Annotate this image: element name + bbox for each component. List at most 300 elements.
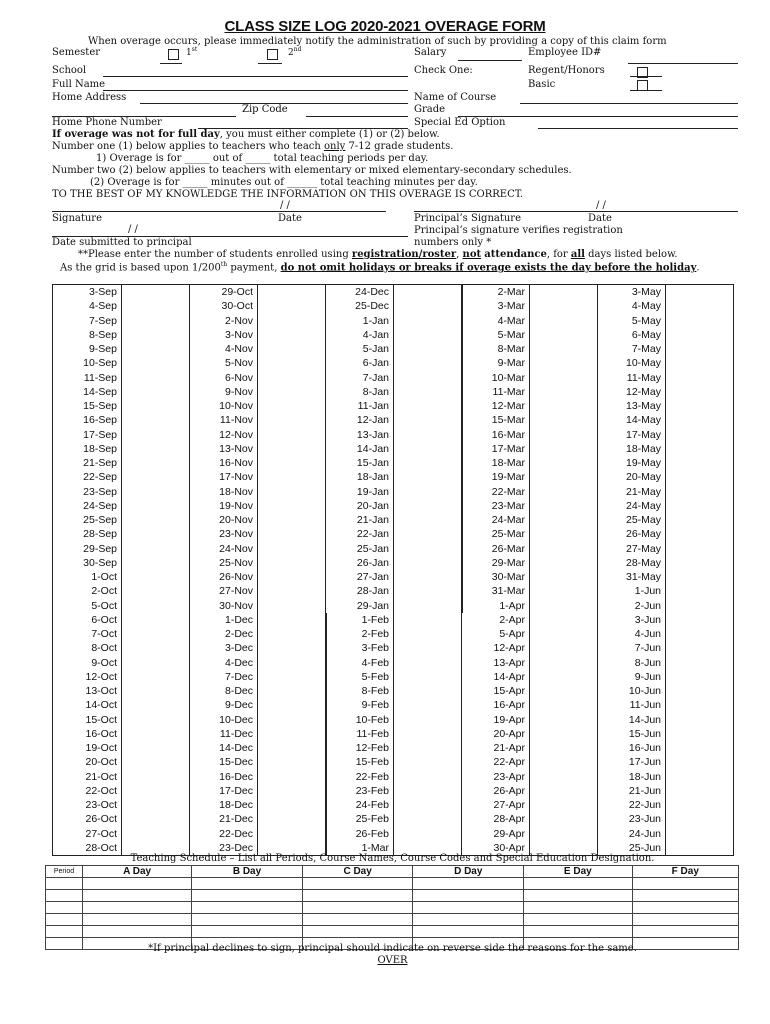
student-count-cell[interactable] (122, 442, 188, 456)
student-count-cell[interactable] (666, 827, 732, 841)
student-count-cell[interactable] (666, 442, 732, 456)
student-count-cell[interactable] (122, 584, 188, 598)
date-cell: 20-Apr (493, 727, 525, 740)
student-count-cell[interactable] (122, 741, 188, 755)
student-count-cell[interactable] (666, 570, 732, 584)
student-count-cell[interactable] (666, 456, 732, 470)
student-count-cell[interactable] (122, 798, 188, 812)
student-count-cell[interactable] (530, 656, 596, 670)
student-count-cell[interactable] (666, 698, 732, 712)
student-count-cell[interactable] (394, 584, 460, 598)
date-cell: 5-May (631, 314, 661, 327)
date-cell: 9-Oct (91, 656, 117, 669)
student-count-cell[interactable] (394, 342, 460, 356)
date-column (53, 285, 190, 855)
student-count-cell[interactable] (394, 627, 460, 641)
date-cell: 31-May (625, 571, 661, 583)
date-cell: 21-Jun (628, 784, 661, 797)
schedule-cell[interactable] (413, 890, 524, 902)
date-cell: 25-Jan (356, 542, 389, 555)
schedule-cell[interactable] (192, 926, 303, 938)
full-name-field[interactable] (103, 90, 408, 91)
student-count-cell[interactable] (122, 656, 188, 670)
student-count-cell[interactable] (394, 542, 460, 556)
student-count-cell[interactable] (258, 741, 324, 755)
date-cell: 7-Jun (634, 642, 661, 655)
student-count-cell[interactable] (122, 770, 188, 784)
student-count-cell[interactable] (258, 356, 324, 370)
course-name-field[interactable] (520, 103, 738, 104)
sped-field[interactable] (538, 128, 738, 129)
schedule-cell[interactable] (632, 890, 738, 902)
student-count-cell[interactable] (394, 285, 460, 299)
student-count-cell[interactable] (258, 542, 324, 556)
date-cell: 4-Sep (88, 300, 117, 313)
salary-label: Salary (414, 47, 447, 58)
student-count-cell[interactable] (666, 812, 732, 826)
student-count-cell[interactable] (258, 784, 324, 798)
date-cell: 11-Sep (83, 371, 117, 384)
student-count-cell[interactable] (394, 670, 460, 684)
schedule-cell[interactable] (524, 902, 633, 914)
student-count-cell[interactable] (394, 470, 460, 484)
student-count-cell[interactable] (666, 556, 732, 570)
student-count-cell[interactable] (122, 371, 188, 385)
date-cell: 18-Dec (219, 799, 253, 811)
student-count-cell[interactable] (258, 485, 324, 499)
student-count-cell[interactable] (258, 727, 324, 741)
student-count-cell[interactable] (122, 713, 188, 727)
student-count-cell[interactable] (530, 713, 596, 727)
schedule-cell[interactable] (302, 878, 413, 890)
student-count-cell[interactable] (666, 713, 732, 727)
date-cell: 6-Oct (91, 613, 117, 626)
date-cell: 22-Dec (219, 827, 253, 840)
schedule-cell[interactable] (524, 878, 633, 890)
date-cell: 28-Apr (493, 813, 525, 826)
student-count-cell[interactable] (666, 428, 732, 442)
date-cell: 22-Jan (356, 528, 389, 541)
schedule-cell[interactable] (413, 926, 524, 938)
date-cell: 10-Feb (355, 713, 389, 726)
student-count-cell[interactable] (394, 713, 460, 727)
student-count-cell[interactable] (122, 299, 188, 313)
student-count-cell[interactable] (666, 613, 732, 627)
day-header: D Day (413, 866, 524, 878)
student-count-cell[interactable] (666, 656, 732, 670)
student-count-cell[interactable] (666, 542, 732, 556)
student-count-cell[interactable] (666, 385, 732, 399)
date-cell: 28-Sep (83, 528, 117, 541)
student-count-cell[interactable] (122, 342, 188, 356)
student-count-cell[interactable] (530, 798, 596, 812)
student-count-cell[interactable] (122, 613, 188, 627)
student-count-cell[interactable] (666, 627, 732, 641)
student-count-cell[interactable] (122, 385, 188, 399)
student-count-cell[interactable] (530, 570, 596, 584)
student-count-cell[interactable] (122, 570, 188, 584)
student-count-cell[interactable] (530, 556, 596, 570)
schedule-cell[interactable] (46, 878, 83, 890)
schedule-cell[interactable] (192, 914, 303, 926)
student-count-cell[interactable] (530, 285, 596, 299)
student-count-cell[interactable] (666, 413, 732, 427)
number-one-text: Number one (1) below applies to teachers who teach only 7-12 grade students. (52, 141, 454, 152)
student-count-cell[interactable] (530, 399, 596, 413)
student-count-cell[interactable] (122, 641, 188, 655)
student-count-cell[interactable] (530, 428, 596, 442)
school-field[interactable] (103, 76, 408, 77)
student-count-cell[interactable] (258, 613, 324, 627)
student-count-cell[interactable] (258, 413, 324, 427)
student-count-cell[interactable] (530, 442, 596, 456)
schedule-cell[interactable] (83, 890, 192, 902)
student-count-cell[interactable] (394, 527, 460, 541)
student-count-cell[interactable] (666, 770, 732, 784)
date-cell: 24-Mar (491, 514, 525, 526)
schedule-cell[interactable] (302, 914, 413, 926)
schedule-cell[interactable] (413, 878, 524, 890)
schedule-cell[interactable] (632, 902, 738, 914)
date-cell: 2-Nov (224, 314, 253, 327)
date-cell: 22-Sep (83, 471, 117, 484)
date-cell: 22-Apr (493, 756, 525, 769)
student-count-cell[interactable] (258, 556, 324, 570)
student-count-cell[interactable] (530, 827, 596, 841)
student-count-cell[interactable] (666, 470, 732, 484)
student-count-cell[interactable] (394, 727, 460, 741)
date-cell: 9-Sep (88, 343, 117, 355)
student-count-cell[interactable] (122, 399, 188, 413)
student-count-cell[interactable] (258, 827, 324, 841)
schedule-cell[interactable] (83, 902, 192, 914)
student-count-cell[interactable] (666, 599, 732, 613)
student-count-cell[interactable] (394, 698, 460, 712)
schedule-cell[interactable] (46, 902, 83, 914)
student-count-cell[interactable] (258, 385, 324, 399)
student-count-cell[interactable] (394, 827, 460, 841)
date-cell: 28-Jan (356, 585, 389, 598)
student-count-cell[interactable] (122, 827, 188, 841)
student-count-cell[interactable] (666, 513, 732, 527)
student-count-cell[interactable] (122, 470, 188, 484)
student-count-cell[interactable] (530, 770, 596, 784)
student-count-cell[interactable] (258, 513, 324, 527)
student-count-cell[interactable] (666, 328, 732, 342)
student-count-cell[interactable] (530, 584, 596, 598)
schedule-cell[interactable] (192, 902, 303, 914)
student-count-cell[interactable] (530, 784, 596, 798)
student-count-cell[interactable] (530, 527, 596, 541)
student-count-cell[interactable] (394, 556, 460, 570)
student-count-cell[interactable] (530, 613, 596, 627)
date-cell: 30-Apr (493, 841, 525, 854)
course-name-label: Name of Course (414, 92, 497, 103)
student-count-cell[interactable] (258, 456, 324, 470)
student-count-cell[interactable] (122, 328, 188, 342)
schedule-row (46, 890, 739, 902)
student-count-cell[interactable] (530, 641, 596, 655)
student-count-cell[interactable] (258, 570, 324, 584)
date-cell: 8-Feb (361, 685, 389, 697)
enroll-instruction-1: **Please enter the number of students enrolled using registration/roster, not attendance, for all days listed below. (78, 249, 678, 260)
block-divider (461, 285, 463, 613)
student-count-cell[interactable] (530, 542, 596, 556)
student-count-cell[interactable] (530, 684, 596, 698)
schedule-cell[interactable] (192, 878, 303, 890)
date-cell: 7-Sep (88, 314, 117, 327)
student-count-cell[interactable] (394, 399, 460, 413)
student-count-cell[interactable] (530, 698, 596, 712)
student-count-cell[interactable] (394, 684, 460, 698)
student-count-cell[interactable] (666, 727, 732, 741)
student-count-cell[interactable] (258, 770, 324, 784)
student-count-cell[interactable] (394, 428, 460, 442)
student-count-cell[interactable] (666, 371, 732, 385)
student-count-cell[interactable] (122, 755, 188, 769)
student-count-cell[interactable] (394, 770, 460, 784)
student-count-cell[interactable] (258, 285, 324, 299)
student-count-cell[interactable] (666, 399, 732, 413)
student-count-cell[interactable] (394, 456, 460, 470)
student-count-cell[interactable] (530, 741, 596, 755)
student-count-cell[interactable] (530, 627, 596, 641)
student-count-cell[interactable] (258, 428, 324, 442)
student-count-cell[interactable] (666, 499, 732, 513)
student-count-cell[interactable] (666, 755, 732, 769)
date-cell: 29-Mar (491, 556, 525, 569)
schedule-cell[interactable] (524, 914, 633, 926)
student-count-cell[interactable] (258, 371, 324, 385)
student-count-cell[interactable] (394, 812, 460, 826)
date-cell: 25-May (625, 514, 661, 526)
student-count-cell[interactable] (530, 371, 596, 385)
student-count-cell[interactable] (530, 328, 596, 342)
student-count-cell[interactable] (394, 413, 460, 427)
date-cell: 5-Feb (361, 670, 389, 683)
schedule-cell[interactable] (413, 914, 524, 926)
student-count-cell[interactable] (122, 698, 188, 712)
student-count-cell[interactable] (258, 442, 324, 456)
zip-field[interactable] (306, 116, 408, 117)
student-count-cell[interactable] (394, 314, 460, 328)
date-cell: 13-Apr (493, 656, 525, 669)
student-count-cell[interactable] (122, 413, 188, 427)
student-count-cell[interactable] (258, 713, 324, 727)
date-column (325, 285, 462, 855)
date-cell: 15-Oct (85, 713, 117, 726)
student-count-cell[interactable] (530, 413, 596, 427)
student-count-cell[interactable] (666, 485, 732, 499)
student-count-cell[interactable] (394, 798, 460, 812)
schedule-cell[interactable] (46, 890, 83, 902)
student-count-cell[interactable] (530, 670, 596, 684)
date-cell: 27-Apr (493, 799, 525, 811)
student-count-cell[interactable] (258, 698, 324, 712)
salary-field[interactable] (458, 60, 522, 61)
student-count-cell[interactable] (530, 456, 596, 470)
student-count-cell[interactable] (122, 684, 188, 698)
date-cell: 24-May (625, 499, 661, 512)
schedule-cell[interactable] (413, 902, 524, 914)
student-count-cell[interactable] (258, 670, 324, 684)
date-cell: 23-Sep (83, 485, 117, 498)
student-count-cell[interactable] (530, 314, 596, 328)
student-count-cell[interactable] (122, 285, 188, 299)
date-cell: 26-May (625, 528, 661, 541)
student-count-cell[interactable] (394, 784, 460, 798)
student-count-cell[interactable] (258, 527, 324, 541)
student-count-cell[interactable] (258, 812, 324, 826)
student-count-cell[interactable] (666, 527, 732, 541)
student-count-cell[interactable] (394, 485, 460, 499)
student-count-cell[interactable] (666, 798, 732, 812)
date-cell: 11-Nov (219, 414, 253, 427)
student-count-cell[interactable] (530, 356, 596, 370)
schedule-row (46, 926, 739, 938)
student-count-cell[interactable] (530, 513, 596, 527)
student-count-cell[interactable] (122, 499, 188, 513)
student-count-cell[interactable] (530, 485, 596, 499)
student-count-cell[interactable] (122, 456, 188, 470)
student-count-cell[interactable] (530, 342, 596, 356)
date-cell: 15-Dec (219, 756, 253, 769)
student-count-cell[interactable] (394, 755, 460, 769)
student-count-cell[interactable] (530, 470, 596, 484)
date-cell: 13-May (625, 400, 661, 412)
student-count-cell[interactable] (394, 385, 460, 399)
date-cell: 1-Feb (361, 613, 389, 626)
student-count-cell[interactable] (666, 314, 732, 328)
student-count-cell[interactable] (666, 784, 732, 798)
student-count-cell[interactable] (258, 499, 324, 513)
student-count-cell[interactable] (666, 641, 732, 655)
student-count-cell[interactable] (530, 499, 596, 513)
student-count-cell[interactable] (394, 328, 460, 342)
student-count-cell[interactable] (530, 755, 596, 769)
student-count-cell[interactable] (394, 599, 460, 613)
student-count-cell[interactable] (122, 556, 188, 570)
student-count-cell[interactable] (666, 670, 732, 684)
student-count-cell[interactable] (394, 371, 460, 385)
schedule-cell[interactable] (46, 914, 83, 926)
student-count-cell[interactable] (394, 613, 460, 627)
student-count-cell[interactable] (530, 385, 596, 399)
schedule-cell[interactable] (83, 914, 192, 926)
student-count-cell[interactable] (666, 684, 732, 698)
student-count-cell[interactable] (666, 741, 732, 755)
student-count-cell[interactable] (122, 727, 188, 741)
student-count-cell[interactable] (394, 641, 460, 655)
student-count-cell[interactable] (122, 356, 188, 370)
semester-2-checkbox[interactable] (267, 49, 278, 60)
schedule-cell[interactable] (632, 914, 738, 926)
student-count-cell[interactable] (394, 299, 460, 313)
student-count-cell[interactable] (666, 285, 732, 299)
schedule-cell[interactable] (302, 890, 413, 902)
over-label: OVER (377, 955, 408, 966)
student-count-cell[interactable] (122, 314, 188, 328)
student-count-cell[interactable] (258, 684, 324, 698)
date-cell: 17-Jun (628, 756, 661, 769)
schedule-cell[interactable] (83, 926, 192, 938)
employee-id-field[interactable] (628, 63, 738, 64)
student-count-cell[interactable] (258, 328, 324, 342)
student-count-cell[interactable] (530, 599, 596, 613)
schedule-cell[interactable] (632, 878, 738, 890)
date-cell: 15-Jun (628, 727, 661, 740)
student-count-cell[interactable] (122, 513, 188, 527)
student-count-cell[interactable] (122, 527, 188, 541)
student-count-cell[interactable] (258, 342, 324, 356)
student-count-cell[interactable] (122, 428, 188, 442)
student-count-cell[interactable] (530, 727, 596, 741)
semester-1-checkbox[interactable] (168, 49, 179, 60)
student-count-cell[interactable] (394, 741, 460, 755)
date-cell: 12-Mar (491, 400, 525, 412)
student-count-cell[interactable] (258, 584, 324, 598)
student-count-cell[interactable] (258, 314, 324, 328)
student-count-cell[interactable] (258, 470, 324, 484)
student-count-cell[interactable] (394, 442, 460, 456)
schedule-cell[interactable] (302, 926, 413, 938)
student-count-cell[interactable] (258, 627, 324, 641)
schedule-cell[interactable] (46, 926, 83, 938)
student-count-cell[interactable] (530, 299, 596, 313)
schedule-cell[interactable] (632, 926, 738, 938)
student-count-cell[interactable] (394, 499, 460, 513)
student-count-cell[interactable] (530, 812, 596, 826)
student-count-cell[interactable] (122, 627, 188, 641)
student-count-cell[interactable] (122, 670, 188, 684)
schedule-cell[interactable] (302, 902, 413, 914)
date-cell: 9-Mar (497, 357, 525, 370)
date-cell: 31-Mar (491, 585, 525, 598)
student-count-cell[interactable] (122, 784, 188, 798)
date-column (597, 285, 733, 855)
student-count-cell[interactable] (394, 656, 460, 670)
student-count-cell[interactable] (258, 656, 324, 670)
student-count-cell[interactable] (258, 399, 324, 413)
student-count-cell[interactable] (258, 641, 324, 655)
principal-signature-field[interactable] (414, 211, 738, 212)
date-cell: 2-Jun (634, 599, 661, 612)
student-count-cell[interactable] (666, 584, 732, 598)
student-count-cell[interactable] (258, 755, 324, 769)
student-count-cell[interactable] (666, 356, 732, 370)
student-count-cell[interactable] (122, 542, 188, 556)
student-count-cell[interactable] (122, 599, 188, 613)
student-count-cell[interactable] (394, 356, 460, 370)
student-count-cell[interactable] (258, 798, 324, 812)
student-count-cell[interactable] (666, 299, 732, 313)
signature-field[interactable] (52, 211, 386, 212)
student-count-cell[interactable] (394, 513, 460, 527)
student-count-cell[interactable] (394, 570, 460, 584)
date-cell: 11-Jan (357, 400, 389, 412)
student-count-cell[interactable] (258, 299, 324, 313)
student-count-cell[interactable] (666, 342, 732, 356)
schedule-cell[interactable] (524, 890, 633, 902)
student-count-cell[interactable] (122, 812, 188, 826)
semester-label: Semester (52, 47, 101, 58)
student-count-cell[interactable] (122, 485, 188, 499)
schedule-cell[interactable] (83, 878, 192, 890)
schedule-cell[interactable] (192, 890, 303, 902)
schedule-cell[interactable] (524, 926, 633, 938)
student-count-cell[interactable] (258, 599, 324, 613)
date-cell: 19-Mar (491, 471, 525, 484)
